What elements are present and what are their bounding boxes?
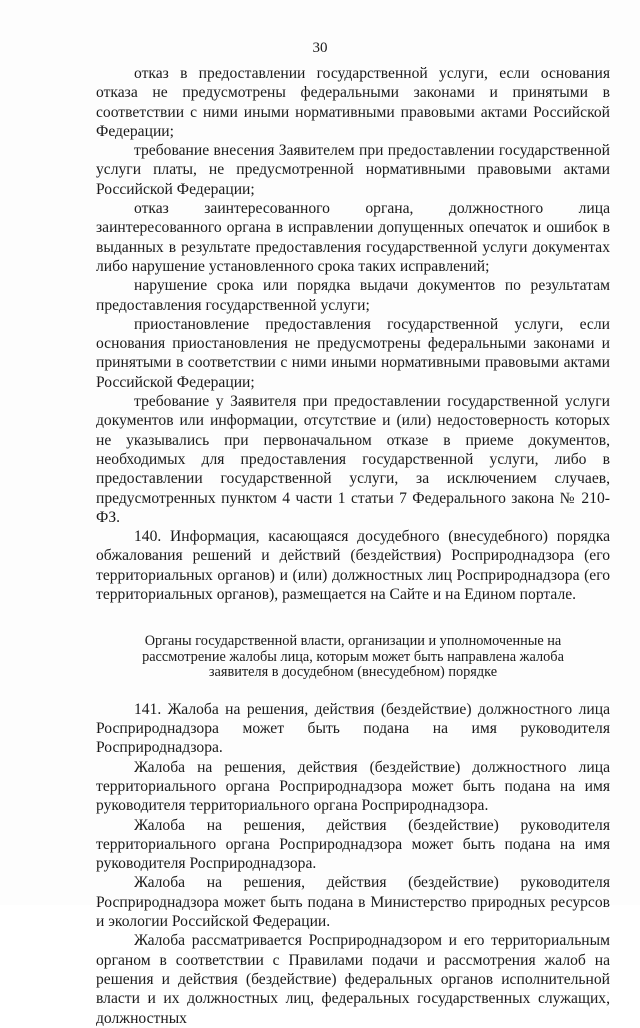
paragraph-document-requirement: требование у Заявителя при предоставлении государственной услуги документов или информации, отсутствие и (или) недостоверность которых не указывались при первоначальном отказе в приеме документов, необходимых для предоставления государственной услуги, либо в предоставлении государственной услуги, за исключением случаев, предусмотренных пунктом 4 части 1 статьи 7 Федерального закона № 210-ФЗ. <box>96 393 610 526</box>
paragraph-complaint-head: Жалоба на решения, действия (бездействие) руководителя Росприроднадзора может быть подана в Министерство природных ресурсов и экологии Российской Федерации. <box>96 874 610 931</box>
paragraph-refusal-grounds: отказ в предоставлении государственной услуги, если основания отказа не предусмотрены федеральными законами и принятыми в соответствии с ними иными нормативными правовыми актами Российской Федерации; <box>96 65 610 140</box>
paragraph-complaint-review: Жалоба рассматривается Росприроднадзором и его территориальным органом в соответствии с Правилами подачи и рассмотрения жалоб на решения и действия (бездействие) федеральных органов исполнительной власти и их должностных лиц, федеральных государственных служащих, должностных <box>96 932 610 1027</box>
paragraph-suspension: приостановление предоставления государственной услуги, если основания приостановления не предусмотрены федеральными законами и принятыми в соответствии с ними иными нормативными правовыми актами Российской Федерации; <box>96 315 610 391</box>
paragraph-issuance-violation: нарушение срока или порядка выдачи документов по результатам предоставления государственной услуги; <box>96 277 610 314</box>
document-body <box>96 64 610 1028</box>
paragraph-complaint-territorial-official: Жалоба на решения, действия (бездействие) должностного лица территориального органа Росприроднадзора может быть подана на имя руководителя территориального органа Росприроднадзора. <box>96 758 610 815</box>
page-number: 30 <box>312 40 328 56</box>
paragraph-141: 141. Жалоба на решения, действия (бездействие) должностного лица Росприроднадзора может быть подана на имя руководителя Росприроднадзора. <box>96 700 610 757</box>
paragraph-correction-refusal: отказ заинтересованного органа, должностного лица заинтересованного органа в исправлении допущенных опечаток и ошибок в выданных в результате предоставления государственной услуги документах либо нарушение установленного срока таких исправлений; <box>96 200 610 275</box>
section-heading: Органы государственной власти, организации и уполномоченные на рассмотрение жалобы лица, которым может быть направлена жалоба заявителя в досудебном (внесудебном) порядке <box>142 633 564 681</box>
paragraph-complaint-territorial-head: Жалоба на решения, действия (бездействие) руководителя территориального органа Росприроднадзора может быть подана на имя руководителя Росприроднадзора. <box>96 816 610 873</box>
paragraph-fee-requirement: требование внесения Заявителем при предоставлении государственной услуги платы, не предусмотренной нормативными правовыми актами Российской Федерации; <box>96 142 610 198</box>
paragraph-140: 140. Информация, касающаяся досудебного (внесудебного) порядка обжалования решений и действий (бездействия) Росприроднадзора (его территориальных органов) и (или) должностных лиц Росприроднадзора (его территориальных органов), размещается на Сайте и на Едином портале. <box>96 528 610 604</box>
